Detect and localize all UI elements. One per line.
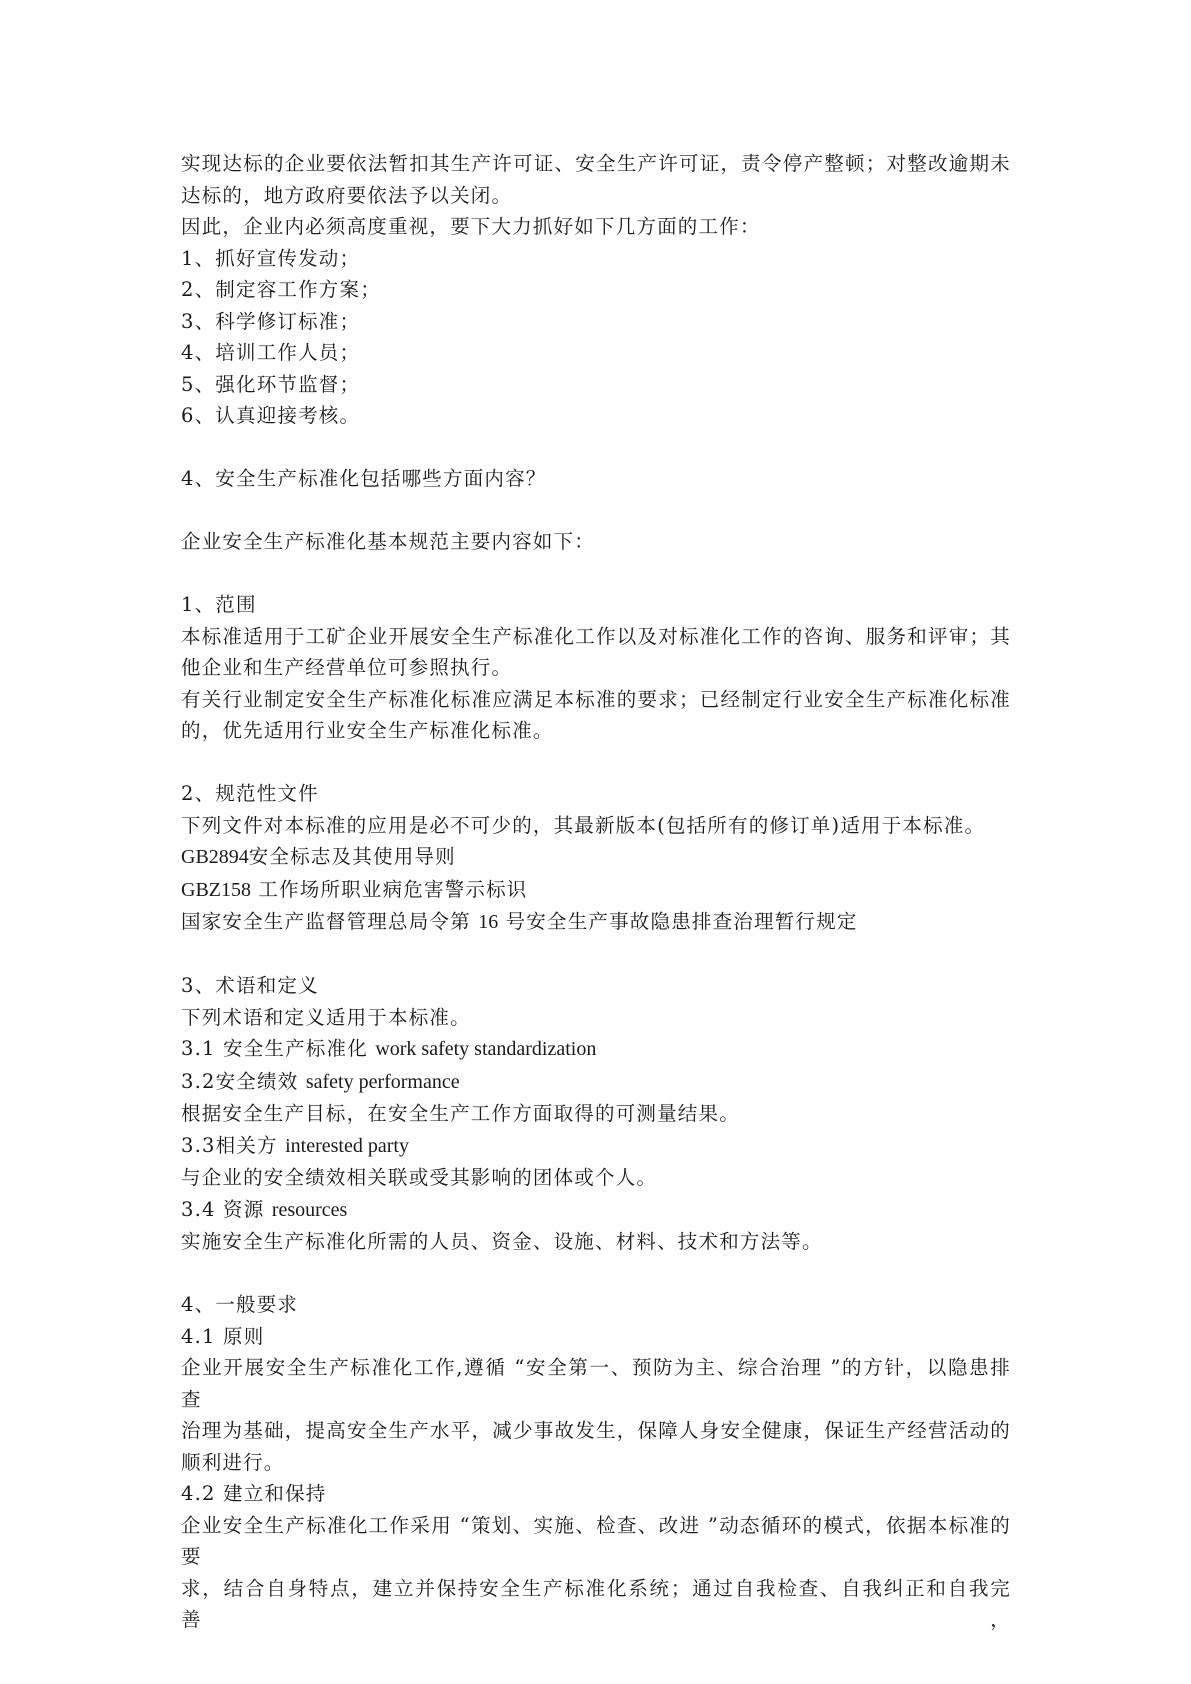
term-definition: 根据安全生产目标，在安全生产工作方面取得的可测量结果。 xyxy=(181,1102,740,1125)
document-body xyxy=(181,148,1011,1636)
list-item: 6、认真迎接考核。 xyxy=(181,404,361,427)
list-item: 4、培训工作人员； xyxy=(181,341,361,364)
section-heading: 2、规范性文件 xyxy=(181,782,319,805)
spacer xyxy=(181,558,1011,590)
reference-item xyxy=(181,874,1011,907)
spacer xyxy=(181,747,1011,779)
term-label: 3.2安全绩效 xyxy=(181,1069,306,1093)
term-label: 3.4 资源 xyxy=(181,1197,272,1221)
reference-title: 号安全生产事故隐患排查治理暂行规定 xyxy=(498,910,858,933)
term-definition: 与企业的安全绩效相关联或受其影响的团体或个人。 xyxy=(181,1166,658,1189)
term-english: resources xyxy=(271,1198,348,1221)
reference-code: GBZ158 xyxy=(181,878,251,901)
paragraph-line: 企业安全生产标准化工作采用 “策划、实施、检查、改进 ”动态循环的模式，依据本标准的要 xyxy=(181,1513,1011,1568)
list-item: 5、强化环节监督； xyxy=(181,372,361,396)
paragraph-line: 有关行业制定安全生产标准化标准应满足本标准的要求；已经制定行业安全生产标准化标准 xyxy=(181,687,1011,711)
term-entry xyxy=(181,1033,1011,1066)
spacer xyxy=(181,495,1011,527)
list-item: 2、制定容工作方案； xyxy=(181,278,381,301)
paragraph-line: 实现达标的企业要依法暂扣其生产许可证、安全生产许可证，责令停产整顿；对整改逾期未 xyxy=(181,152,1011,175)
lead-paragraph: 企业安全生产标准化基本规范主要内容如下： xyxy=(181,530,596,553)
paragraph-line: 下列文件对本标准的应用是必不可少的，其最新版本(包括所有的修订单)适用于本标准。 xyxy=(181,813,986,837)
paragraph-line: 顺利进行。 xyxy=(181,1450,285,1474)
list-item: 1、抓好宣传发动； xyxy=(181,246,361,270)
paragraph-line: 因此，企业内必须高度重视，要下大力抓好如下几方面的工作： xyxy=(181,215,761,238)
reference-title: 安全标志及其使用导则 xyxy=(248,845,456,868)
reference-number: 16 xyxy=(478,911,499,933)
spacer xyxy=(181,432,1011,464)
reference-item xyxy=(181,841,1011,874)
reference-item xyxy=(181,906,1011,939)
term-english: interested party xyxy=(285,1134,409,1157)
list-item: 3、科学修订标准； xyxy=(181,309,361,333)
reference-title: 国家安全生产监督管理总局令第 xyxy=(181,910,479,933)
section-heading: 3、术语和定义 xyxy=(181,974,319,997)
term-entry xyxy=(181,1066,1011,1099)
paragraph-line: 求，结合自身特点，建立并保持安全生产标准化系统；通过自我检查、自我纠正和自我完善， xyxy=(181,1576,1011,1631)
spacer xyxy=(181,939,1011,971)
subsection-heading: 4.2 建立和保持 xyxy=(181,1482,327,1505)
term-english: safety performance xyxy=(305,1070,460,1093)
term-definition: 实施安全生产标准化所需的人员、资金、设施、材料、技术和方法等。 xyxy=(181,1230,823,1253)
subsection-heading: 4.1 原则 xyxy=(181,1324,265,1348)
term-label: 3.1 安全生产标准化 xyxy=(181,1037,376,1060)
term-english: work safety standardization xyxy=(375,1038,597,1060)
paragraph-line: 下列术语和定义适用于本标准。 xyxy=(181,1005,471,1029)
paragraph-line: 企业开展安全生产标准化工作,遵循 “安全第一、预防为主、综合治理 ”的方针，以隐患排查 xyxy=(181,1356,1011,1411)
paragraph-line: 他企业和生产经营单位可参照执行。 xyxy=(181,656,513,679)
section-heading: 1、范围 xyxy=(181,593,257,616)
paragraph-line: 达标的，地方政府要依法予以关闭。 xyxy=(181,183,513,207)
term-label: 3.3相关方 xyxy=(181,1133,286,1157)
paragraph-line: 本标准适用于工矿企业开展安全生产标准化工作以及对标准化工作的咨询、服务和评审；其 xyxy=(181,624,1011,648)
term-entry xyxy=(181,1130,1011,1163)
question-heading: 4、安全生产标准化包括哪些方面内容？ xyxy=(181,467,547,490)
paragraph-line: 治理为基础，提高安全生产水平，减少事故发生，保障人身安全健康，保证生产经营活动的 xyxy=(181,1419,1011,1442)
section-heading: 4、一般要求 xyxy=(181,1293,299,1316)
spacer xyxy=(181,1258,1011,1290)
reference-title: 工作场所职业病危害警示标识 xyxy=(251,877,528,901)
term-entry xyxy=(181,1194,1011,1227)
paragraph-line: 的，优先适用行业安全生产标准化标准。 xyxy=(181,719,554,742)
reference-code: GB2894 xyxy=(181,846,249,868)
